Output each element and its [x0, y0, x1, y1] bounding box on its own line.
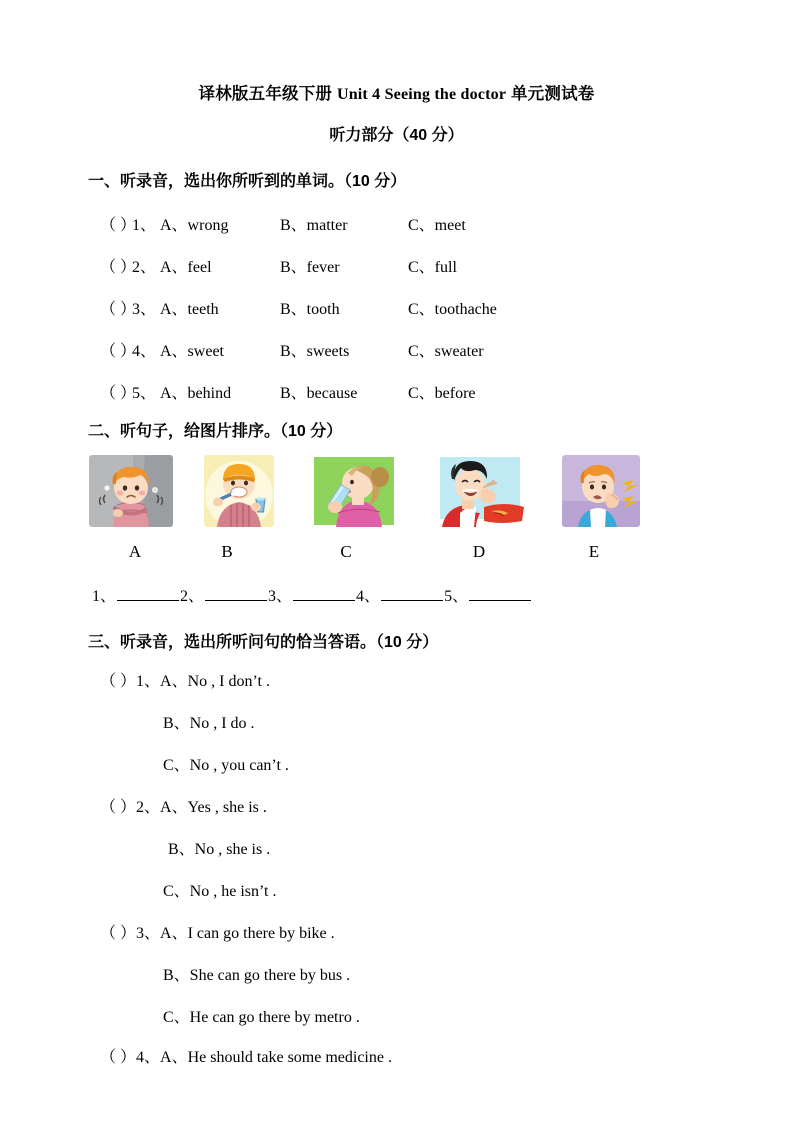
answer-blank-4[interactable]	[381, 585, 443, 601]
option-a[interactable]: A、I can go there by bike .	[160, 925, 335, 942]
response-question-row	[100, 668, 270, 691]
picture-label-c: C	[340, 542, 352, 561]
option-b[interactable]: B、fever	[280, 259, 340, 276]
section-1-heading: 一、听录音，选出你所听到的单词。（10 分）	[88, 173, 407, 190]
option-a[interactable]: A、Yes , she is .	[160, 799, 267, 816]
response-question-row	[100, 1044, 392, 1067]
option-c[interactable]: C、meet	[408, 217, 466, 234]
blank-number-3: 3、	[268, 588, 293, 605]
option-c[interactable]: C、No , you can’t .	[163, 757, 289, 774]
picture-label-d: D	[472, 542, 486, 561]
section-2-heading: 二、听句子，给图片排序。（10 分）	[88, 423, 343, 440]
option-b[interactable]: B、tooth	[280, 301, 340, 318]
answer-paren[interactable]: （ ）	[100, 673, 137, 690]
option-b[interactable]: B、because	[280, 385, 358, 402]
blank-number-4: 4、	[356, 588, 381, 605]
picture-ordering-strip	[0, 455, 793, 530]
answer-blank-1[interactable]	[117, 585, 179, 601]
option-b[interactable]: B、sweets	[280, 343, 350, 360]
answer-paren[interactable]: （ ）	[100, 1049, 137, 1066]
picture-a-child-with-cold	[89, 455, 173, 527]
answer-paren[interactable]: （ ）	[100, 301, 137, 318]
question-number: 4、	[132, 343, 157, 360]
question-number: 1、	[132, 217, 157, 234]
picture-label-e: E	[588, 542, 600, 561]
answer-paren[interactable]: （ ）	[100, 385, 137, 402]
option-c[interactable]: C、toothache	[408, 301, 497, 318]
option-a[interactable]: A、wrong	[160, 217, 229, 234]
page-subtitle: 听力部分（40 分）	[329, 127, 464, 144]
picture-label-a: A	[128, 542, 142, 561]
blank-number-1: 1、	[92, 588, 117, 605]
question-number: 4、	[136, 1049, 161, 1066]
picture-c-drinking-water	[308, 455, 400, 527]
word-question-row	[100, 380, 476, 403]
section-3-heading: 三、听录音，选出所听问句的恰当答语。（10 分）	[88, 634, 439, 651]
option-a[interactable]: A、He should take some medicine .	[160, 1049, 392, 1066]
question-number: 5、	[132, 385, 157, 402]
answer-paren[interactable]: （ ）	[100, 343, 137, 360]
page-title	[0, 80, 793, 104]
answer-blank-2[interactable]	[205, 585, 267, 601]
option-a[interactable]: A、No , I don’t .	[160, 673, 270, 690]
option-a[interactable]: A、sweet	[160, 343, 224, 360]
question-number: 3、	[132, 301, 157, 318]
word-question-row	[100, 296, 497, 319]
title-en: Unit 4 Seeing the doctor	[336, 86, 507, 103]
answer-paren[interactable]: （ ）	[100, 925, 137, 942]
option-c[interactable]: C、before	[408, 385, 476, 402]
word-question-row	[100, 254, 457, 277]
word-question-row	[100, 212, 466, 235]
option-c[interactable]: C、full	[408, 259, 457, 276]
option-c[interactable]: C、He can go there by metro .	[163, 1009, 360, 1026]
response-question-row	[100, 794, 267, 817]
answer-paren[interactable]: （ ）	[100, 217, 137, 234]
option-b[interactable]: B、She can go there by bus .	[163, 967, 351, 984]
option-a[interactable]: A、teeth	[160, 301, 219, 318]
answer-paren[interactable]: （ ）	[100, 799, 137, 816]
word-question-row	[100, 338, 484, 361]
response-question-row	[100, 920, 335, 943]
answer-paren[interactable]: （ ）	[100, 259, 137, 276]
option-c[interactable]: C、No , he isn’t .	[163, 883, 277, 900]
option-b[interactable]: B、No , she is .	[168, 841, 271, 858]
option-a[interactable]: A、behind	[160, 385, 232, 402]
question-number: 2、	[132, 259, 157, 276]
picture-d-eating-sweets	[432, 455, 527, 527]
picture-labels-row	[0, 542, 793, 564]
answer-blank-3[interactable]	[293, 585, 355, 601]
picture-label-b: B	[221, 542, 233, 561]
title-cn-prefix: 译林版五年级下册	[198, 85, 333, 103]
picture-e-toothache	[562, 455, 640, 527]
blank-number-5: 5、	[444, 588, 469, 605]
picture-b-brushing-teeth	[204, 455, 274, 527]
option-b[interactable]: B、matter	[280, 217, 348, 234]
ordering-answer-blanks	[92, 583, 532, 606]
option-b[interactable]: B、No , I do .	[163, 715, 255, 732]
title-cn-suffix: 单元测试卷	[510, 85, 595, 103]
answer-blank-5[interactable]	[469, 585, 531, 601]
question-number: 2、	[136, 799, 161, 816]
question-number: 1、	[136, 673, 161, 690]
blank-number-2: 2、	[180, 588, 205, 605]
option-c[interactable]: C、sweater	[408, 343, 484, 360]
option-a[interactable]: A、feel	[160, 259, 212, 276]
question-number: 3、	[136, 925, 161, 942]
